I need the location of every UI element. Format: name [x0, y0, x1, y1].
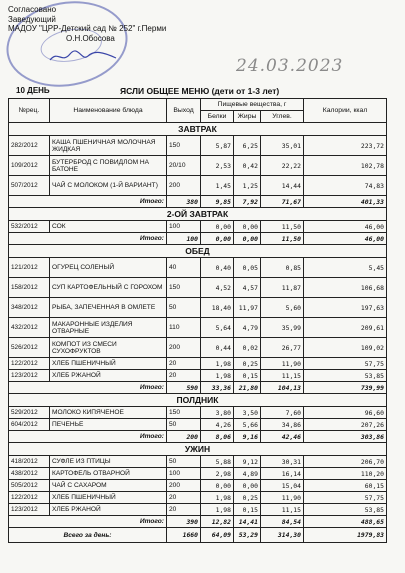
dish-name: БУТЕРБРОД С ПОВИДЛОМ НА БАТОНЕ: [50, 156, 167, 176]
signature-image: [48, 48, 118, 66]
dish-output: 50: [167, 298, 201, 318]
calories-value: 96,60: [304, 407, 387, 419]
section-total-row: [9, 431, 387, 443]
col-header-fat: Жиры: [234, 111, 261, 123]
total-fat: 7,92: [234, 196, 261, 208]
protein-value: 0,44: [201, 338, 234, 358]
calories-value: 53,85: [304, 504, 387, 516]
table-row: [9, 480, 387, 492]
fat-value: 0,00: [234, 480, 261, 492]
day-label: 10 ДЕНЬ: [16, 86, 50, 95]
total-calories: 401,33: [304, 196, 387, 208]
calories-value: 109,02: [304, 338, 387, 358]
total-carbs: 84,54: [261, 516, 304, 528]
protein-value: 1,98: [201, 504, 234, 516]
protein-value: 0,00: [201, 221, 234, 233]
carbs-value: 16,14: [261, 468, 304, 480]
table-row: [9, 419, 387, 431]
fat-value: 5,66: [234, 419, 261, 431]
dish-name: КАРТОФЕЛЬ ОТВАРНОЙ: [50, 468, 167, 480]
protein-value: 5,64: [201, 318, 234, 338]
section-header-row: [9, 208, 387, 221]
total-protein: 0,00: [201, 233, 234, 245]
recipe-number: 122/2012: [9, 358, 50, 370]
dish-name: МАКАРОННЫЕ ИЗДЕЛИЯ ОТВАРНЫЕ: [50, 318, 167, 338]
protein-value: 5,88: [201, 456, 234, 468]
calories-value: 110,20: [304, 468, 387, 480]
dish-output: 200: [167, 480, 201, 492]
total-label: Итого:: [9, 516, 167, 528]
protein-value: 5,87: [201, 136, 234, 156]
fat-value: 4,79: [234, 318, 261, 338]
recipe-number: 121/2012: [9, 258, 50, 278]
dish-name: ОГУРЕЦ СОЛЕНЫЙ: [50, 258, 167, 278]
dish-output: 20: [167, 492, 201, 504]
fat-value: 4,57: [234, 278, 261, 298]
recipe-number: 438/2012: [9, 468, 50, 480]
dish-name: СУФЛЕ ИЗ ПТИЦЫ: [50, 456, 167, 468]
fat-value: 0,25: [234, 358, 261, 370]
col-header-protein: Белки: [201, 111, 234, 123]
recipe-number: 418/2012: [9, 456, 50, 468]
carbs-value: 34,86: [261, 419, 304, 431]
table-row: [9, 156, 387, 176]
calories-value: 209,61: [304, 318, 387, 338]
grand-total-fat: 53,29: [234, 528, 261, 543]
approval-line: О.Н.Обосова: [66, 33, 115, 43]
fat-value: 1,25: [234, 176, 261, 196]
recipe-number: 348/2012: [9, 298, 50, 318]
section-total-row: [9, 516, 387, 528]
fat-value: 0,05: [234, 258, 261, 278]
dish-name: ХЛЕБ ПШЕНИЧНЫЙ: [50, 492, 167, 504]
total-calories: 739,99: [304, 382, 387, 394]
total-carbs: 104,13: [261, 382, 304, 394]
calories-value: 60,15: [304, 480, 387, 492]
carbs-value: 35,01: [261, 136, 304, 156]
calories-value: 106,68: [304, 278, 387, 298]
approval-line: Согласовано: [8, 5, 57, 14]
dish-name: ПЕЧЕНЬЕ: [50, 419, 167, 431]
protein-value: 1,98: [201, 358, 234, 370]
fat-value: 0,42: [234, 156, 261, 176]
recipe-number: 123/2012: [9, 504, 50, 516]
total-carbs: 71,67: [261, 196, 304, 208]
table-row: [9, 221, 387, 233]
dish-output: 20: [167, 504, 201, 516]
total-label: Итого:: [9, 431, 167, 443]
fat-value: 4,89: [234, 468, 261, 480]
total-carbs: 11,50: [261, 233, 304, 245]
table-row: [9, 468, 387, 480]
total-output: 390: [167, 516, 201, 528]
table-row: [9, 278, 387, 298]
recipe-number: 432/2012: [9, 318, 50, 338]
carbs-value: 35,99: [261, 318, 304, 338]
recipe-number: 158/2012: [9, 278, 50, 298]
carbs-value: 11,87: [261, 278, 304, 298]
carbs-value: 11,15: [261, 370, 304, 382]
carbs-value: 22,22: [261, 156, 304, 176]
dish-output: 150: [167, 136, 201, 156]
total-protein: 9,85: [201, 196, 234, 208]
carbs-value: 14,44: [261, 176, 304, 196]
recipe-number: 526/2012: [9, 338, 50, 358]
recipe-number: 123/2012: [9, 370, 50, 382]
table-row: [9, 504, 387, 516]
calories-value: 57,75: [304, 492, 387, 504]
col-header-recipe: №рец.: [9, 99, 50, 123]
approval-block: [8, 5, 166, 43]
table-row: [9, 318, 387, 338]
carbs-value: 11,50: [261, 221, 304, 233]
grand-total-label: Всего за день:: [9, 528, 167, 543]
dish-output: 150: [167, 278, 201, 298]
carbs-value: 15,04: [261, 480, 304, 492]
grand-total-output: 1660: [167, 528, 201, 543]
section-header-row: [9, 123, 387, 136]
dish-name: СУП КАРТОФЕЛЬНЫЙ С ГОРОХОМ: [50, 278, 167, 298]
section-total-row: [9, 382, 387, 394]
section-title: ЗАВТРАК: [9, 123, 387, 136]
fat-value: 9,12: [234, 456, 261, 468]
calories-value: 5,45: [304, 258, 387, 278]
calories-value: 207,26: [304, 419, 387, 431]
calories-value: 102,78: [304, 156, 387, 176]
dish-name: ХЛЕБ ПШЕНИЧНЫЙ: [50, 358, 167, 370]
dish-output: 20/10: [167, 156, 201, 176]
dish-name: РЫБА, ЗАПЕЧЕННАЯ В ОМЛЕТЕ: [50, 298, 167, 318]
fat-value: 0,00: [234, 221, 261, 233]
table-row: [9, 136, 387, 156]
total-calories: 46,00: [304, 233, 387, 245]
menu-table: [8, 98, 387, 543]
dish-output: 50: [167, 419, 201, 431]
carbs-value: 11,15: [261, 504, 304, 516]
recipe-number: 122/2012: [9, 492, 50, 504]
total-calories: 303,86: [304, 431, 387, 443]
grand-total-row: [9, 528, 387, 543]
table-row: [9, 358, 387, 370]
dish-output: 200: [167, 338, 201, 358]
section-header-row: [9, 245, 387, 258]
menu-title: ЯСЛИ ОБЩЕЕ МЕНЮ (дети от 1-3 лет): [120, 86, 280, 96]
fat-value: 3,50: [234, 407, 261, 419]
total-calories: 488,65: [304, 516, 387, 528]
col-header-output: Выход: [167, 99, 201, 123]
carbs-value: 7,60: [261, 407, 304, 419]
recipe-number: 532/2012: [9, 221, 50, 233]
grand-total-calories: 1979,83: [304, 528, 387, 543]
protein-value: 2,98: [201, 468, 234, 480]
section-title: УЖИН: [9, 443, 387, 456]
protein-value: 1,98: [201, 370, 234, 382]
approval-line: МАДОУ "ЦРР-Детский сад № 252" г.Перми: [8, 24, 167, 34]
total-protein: 8,06: [201, 431, 234, 443]
total-label: Итого:: [9, 382, 167, 394]
protein-value: 1,45: [201, 176, 234, 196]
calories-value: 53,85: [304, 370, 387, 382]
dish-name: СОК: [50, 221, 167, 233]
carbs-value: 11,90: [261, 492, 304, 504]
dish-name: МОЛОКО КИПЯЧЕНОЕ: [50, 407, 167, 419]
protein-value: 0,00: [201, 480, 234, 492]
protein-value: 2,53: [201, 156, 234, 176]
calories-value: 46,00: [304, 221, 387, 233]
recipe-number: 109/2012: [9, 156, 50, 176]
table-row: [9, 370, 387, 382]
grand-total-protein: 64,09: [201, 528, 234, 543]
protein-value: 3,80: [201, 407, 234, 419]
recipe-number: 604/2012: [9, 419, 50, 431]
col-header-dish: Наименование блюда: [50, 99, 167, 123]
table-row: [9, 407, 387, 419]
recipe-number: 282/2012: [9, 136, 50, 156]
carbs-value: 5,60: [261, 298, 304, 318]
dish-name: КОМПОТ ИЗ СМЕСИ СУХОФРУКТОВ: [50, 338, 167, 358]
section-total-row: [9, 196, 387, 208]
table-row: [9, 298, 387, 318]
calories-value: 197,63: [304, 298, 387, 318]
section-header-row: [9, 443, 387, 456]
protein-value: 4,26: [201, 419, 234, 431]
dish-output: 150: [167, 407, 201, 419]
calories-value: 206,70: [304, 456, 387, 468]
total-fat: 14,41: [234, 516, 261, 528]
protein-value: 0,40: [201, 258, 234, 278]
calories-value: 57,75: [304, 358, 387, 370]
dish-output: 200: [167, 176, 201, 196]
table-row: [9, 258, 387, 278]
total-fat: 0,00: [234, 233, 261, 245]
total-output: 200: [167, 431, 201, 443]
section-header-row: [9, 394, 387, 407]
section-title: ОБЕД: [9, 245, 387, 258]
dish-output: 40: [167, 258, 201, 278]
total-output: 100: [167, 233, 201, 245]
dish-output: 20: [167, 370, 201, 382]
handwritten-date: 24.03.2023: [236, 56, 344, 76]
total-protein: 33,36: [201, 382, 234, 394]
col-header-carbs: Углев.: [261, 111, 304, 123]
table-row: [9, 338, 387, 358]
protein-value: 1,98: [201, 492, 234, 504]
dish-output: 20: [167, 358, 201, 370]
table-row: [9, 176, 387, 196]
dish-output: 100: [167, 468, 201, 480]
grand-total-carbs: 314,30: [261, 528, 304, 543]
carbs-value: 0,85: [261, 258, 304, 278]
fat-value: 0,25: [234, 492, 261, 504]
carbs-value: 26,77: [261, 338, 304, 358]
total-carbs: 42,46: [261, 431, 304, 443]
fat-value: 0,02: [234, 338, 261, 358]
carbs-value: 11,90: [261, 358, 304, 370]
carbs-value: 30,31: [261, 456, 304, 468]
dish-output: 50: [167, 456, 201, 468]
total-label: Итого:: [9, 233, 167, 245]
dish-output: 110: [167, 318, 201, 338]
section-total-row: [9, 233, 387, 245]
col-header-nutrients: Пищевые вещества, г: [201, 99, 304, 111]
protein-value: 18,40: [201, 298, 234, 318]
table-row: [9, 492, 387, 504]
dish-name: ЧАЙ С САХАРОМ: [50, 480, 167, 492]
section-title: ПОЛДНИК: [9, 394, 387, 407]
fat-value: 11,97: [234, 298, 261, 318]
table-row: [9, 456, 387, 468]
total-output: 590: [167, 382, 201, 394]
total-protein: 12,82: [201, 516, 234, 528]
menu-body: [9, 123, 387, 543]
dish-name: КАША ПШЕНИЧНАЯ МОЛОЧНАЯ ЖИДКАЯ: [50, 136, 167, 156]
total-label: Итого:: [9, 196, 167, 208]
fat-value: 6,25: [234, 136, 261, 156]
calories-value: 223,72: [304, 136, 387, 156]
calories-value: 74,83: [304, 176, 387, 196]
dish-name: ЧАЙ С МОЛОКОМ (1-Й ВАРИАНТ): [50, 176, 167, 196]
total-fat: 21,80: [234, 382, 261, 394]
col-header-calories: Калории, ккал: [304, 99, 387, 123]
dish-name: ХЛЕБ РЖАНОЙ: [50, 370, 167, 382]
section-title: 2-ОЙ ЗАВТРАК: [9, 208, 387, 221]
dish-output: 100: [167, 221, 201, 233]
total-fat: 9,16: [234, 431, 261, 443]
fat-value: 0,15: [234, 370, 261, 382]
fat-value: 0,15: [234, 504, 261, 516]
recipe-number: 505/2012: [9, 480, 50, 492]
protein-value: 4,52: [201, 278, 234, 298]
recipe-number: 529/2012: [9, 407, 50, 419]
dish-name: ХЛЕБ РЖАНОЙ: [50, 504, 167, 516]
approval-line: Заведующий: [8, 14, 56, 24]
recipe-number: 507/2012: [9, 176, 50, 196]
total-output: 380: [167, 196, 201, 208]
